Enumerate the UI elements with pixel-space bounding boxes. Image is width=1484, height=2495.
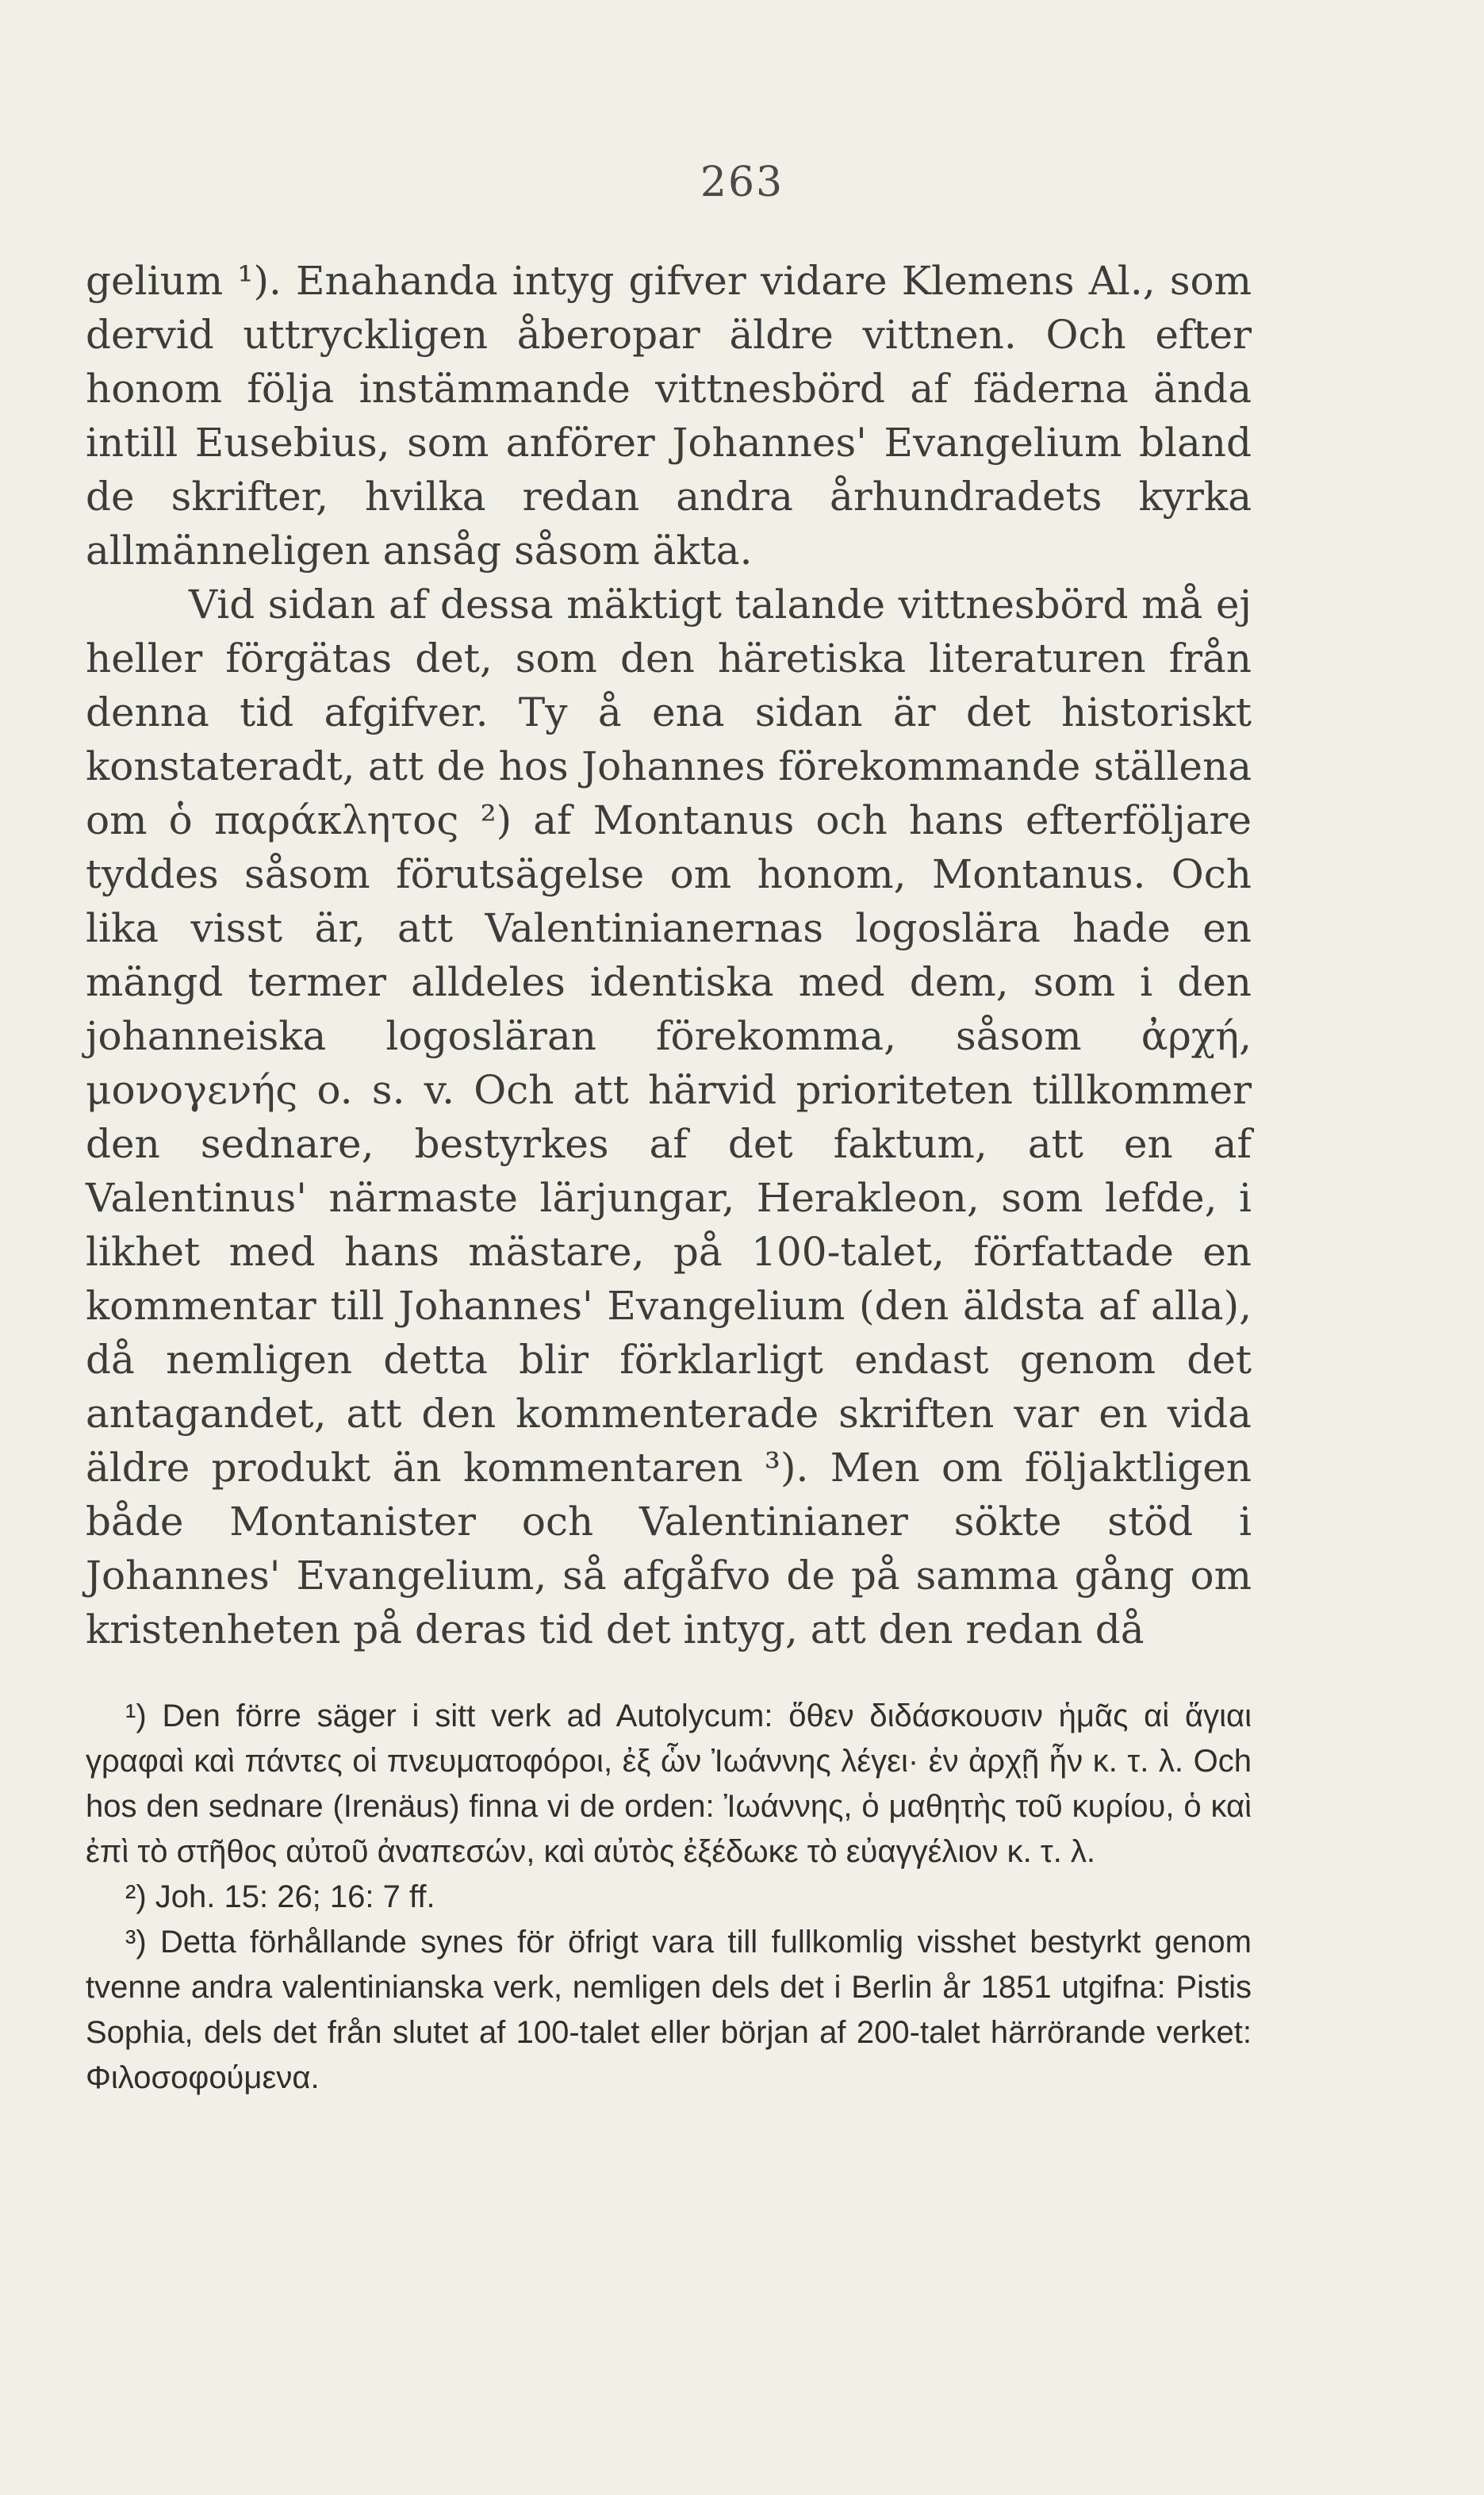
footnote-1: ¹) Den förre säger i sitt verk ad Autolycum: ὅθεν διδάσκουσιν ἡμᾶς αἱ ἅγιαι γραφαὶ καὶ πάντες οἱ πνευματοφόροι, ἐξ ὧν Ἰωάννης λέγει· ἐν ἀρχῇ ἦν κ. τ. λ. Och hos den sednare (Irenäus) finna vi de orden: Ἰωάννης, ὁ μαθητὴς τοῦ κυρίου, ὁ καὶ ἐπὶ τὸ στῆθος αὐτοῦ ἀναπεσών, καὶ αὐτὸς ἐξέδωκε τὸ εὐαγγέλιον κ. τ. λ. [86, 1699, 1252, 1869]
page-number: 263 [700, 159, 784, 206]
footnotes [86, 1694, 1252, 2101]
paragraph-2: Vid sidan af dessa mäktigt talande vittnesbörd må ej heller förgätas det, som den häretiska literaturen från denna tid afgifver. Ty å ena sidan är det historiskt konstateradt, att de hos Johannes förekommande ställena om ὁ παράκλητος ²) af Montanus och hans efterföljare tyddes såsom förutsägelse om honom, Montanus. Och lika visst är, att Valentinianernas logoslära hade en mängd termer alldeles identiska med dem, som i den johanneiska logosläran förekomma, såsom ἀρχή, μονογενής o. s. v. Och att härvid prioriteten tillkommer den sednare, bestyrkes af det faktum, att en af Valentinus' närmaste lärjungar, Herakleon, som lefde, i likhet med hans mästare, på 100-talet, författade en kommentar till Johannes' Evangelium (den äldsta af alla), då nemligen detta blir förklarligt endast genom det antagandet, att den kommenterade skriften var en vida äldre produkt än kommentaren ³). Men om följaktligen både Montanister och Valentinianer sökte stöd i Johannes' Evangelium, så afgåfvo de på samma gång om kristenheten på deras tid det intyg, att den redan då [86, 582, 1252, 1652]
footnote-3: ³) Detta förhållande synes för öfrigt vara till fullkomlig visshet bestyrkt genom tvenne andra valentinianska verk, nemligen dels det i Berlin år 1851 utgifna: Pistis Sophia, dels det från slutet af 100-talet eller början af 200-talet härrörande verket: Φιλοσοφούμενα. [86, 1925, 1252, 2095]
main-text [86, 254, 1252, 1656]
footnote-2: ²) Joh. 15: 26; 16: 7 ff. [125, 1879, 435, 1914]
paragraph-1: gelium ¹). Enahanda intyg gifver vidare Klemens Al., som dervid uttryckligen åberopar äldre vittnen. Och efter honom följa instämmande vittnesbörd af fäderna ända intill Eusebius, som anförer Johannes' Evangelium bland de skrifter, hvilka redan andra århundradets kyrka allmänneligen ansåg såsom äkta. [86, 258, 1252, 574]
